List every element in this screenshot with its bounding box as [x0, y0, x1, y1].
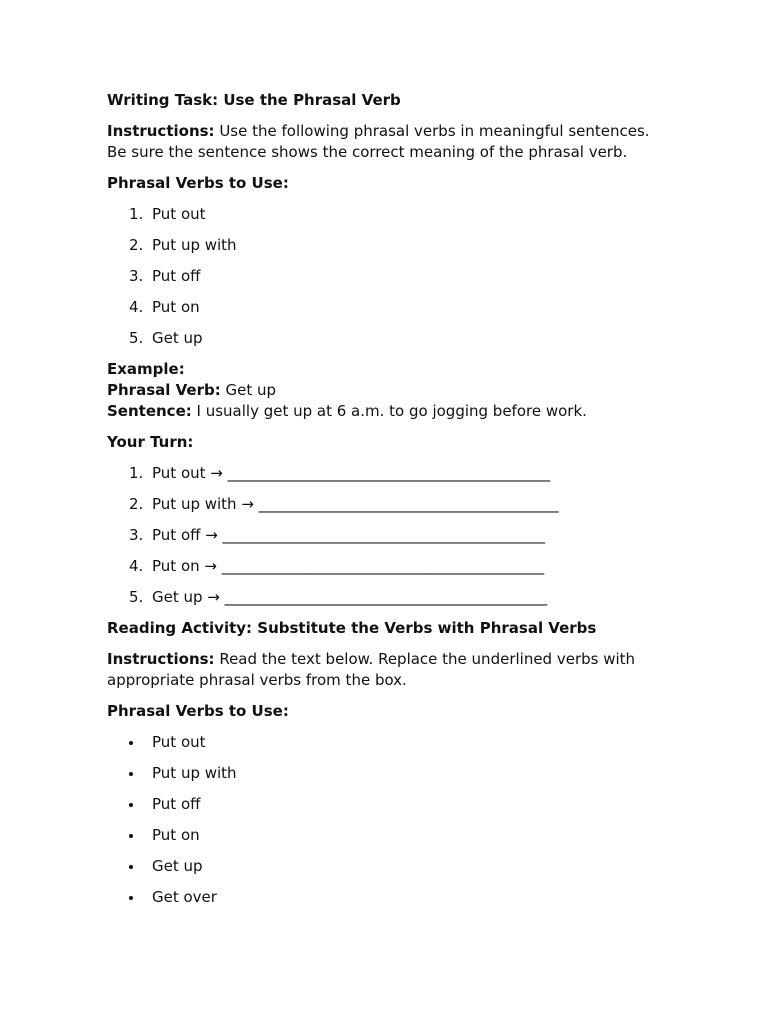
bullet-icon [129, 834, 133, 838]
writing-verbs-list [107, 204, 667, 349]
answer-line-text: Put off → ___________________________________________ [152, 526, 546, 544]
example-sentence: Sentence: I usually get up at 6 a.m. to go jogging before work. [107, 402, 587, 420]
your-turn-list [107, 463, 667, 608]
reading-verbs-list [107, 732, 667, 908]
list-item [107, 732, 667, 753]
answer-line-item [107, 587, 667, 608]
reading-activity-title: Reading Activity: Substitute the Verbs with Phrasal Verbs [107, 619, 597, 637]
list-item [107, 235, 667, 256]
bullet-icon [129, 896, 133, 900]
list-number: 2. [129, 495, 144, 513]
list-item [107, 266, 667, 287]
list-item-text: Put out [152, 205, 206, 223]
writing-task-title: Writing Task: Use the Phrasal Verb [107, 91, 401, 109]
example-block [107, 359, 667, 422]
instructions-label: Instructions: [107, 122, 215, 140]
list-number: 2. [129, 236, 144, 254]
list-item [107, 794, 667, 815]
list-item [107, 297, 667, 318]
answer-line-item [107, 525, 667, 546]
list-item [107, 328, 667, 349]
bullet-icon [129, 803, 133, 807]
list-number: 5. [129, 588, 144, 606]
bullet-icon [129, 772, 133, 776]
answer-line-text: Get up → ___________________________________________ [152, 588, 548, 606]
instructions-text: Use the following phrasal verbs in meaningful sentences. Be sure the sentence shows the correct meaning of the phrasal verb. [107, 122, 650, 161]
writing-task-instructions [107, 121, 667, 163]
list-item [107, 856, 667, 877]
list-item-text: Put off [152, 795, 201, 813]
list-item [107, 825, 667, 846]
instructions-text: Read the text below. Replace the underlined verbs with appropriate phrasal verbs from the box. [107, 650, 636, 689]
list-number: 1. [129, 205, 144, 223]
answer-line-item [107, 494, 667, 515]
list-number: 3. [129, 526, 144, 544]
answer-line-item [107, 556, 667, 577]
list-number: 4. [129, 557, 144, 575]
list-item-text: Put out [152, 733, 206, 751]
list-item [107, 763, 667, 784]
list-item [107, 887, 667, 908]
answer-line-text: Put on → ___________________________________________ [152, 557, 545, 575]
list-item-text: Get up [152, 857, 203, 875]
answer-line-text: Put up with → ________________________________________ [152, 495, 559, 513]
list-number: 5. [129, 329, 144, 347]
list-item-text: Get over [152, 888, 217, 906]
list-item-text: Put on [152, 826, 200, 844]
reading-activity-instructions [107, 649, 667, 691]
list-number: 3. [129, 267, 144, 285]
list-item-text: Put up with [152, 764, 237, 782]
bullet-icon [129, 741, 133, 745]
your-turn-heading: Your Turn: [107, 433, 194, 451]
example-verb: Phrasal Verb: Get up [107, 381, 277, 399]
reading-verbs-heading: Phrasal Verbs to Use: [107, 702, 289, 720]
list-item-text: Get up [152, 329, 203, 347]
answer-line-text: Put out → ___________________________________________ [152, 464, 551, 482]
instructions-label: Instructions: [107, 650, 215, 668]
writing-verbs-heading: Phrasal Verbs to Use: [107, 174, 289, 192]
list-number: 1. [129, 464, 144, 482]
example-label: Example: [107, 360, 185, 378]
bullet-icon [129, 865, 133, 869]
list-item [107, 204, 667, 225]
list-item-text: Put on [152, 298, 200, 316]
worksheet-page [107, 90, 667, 918]
list-item-text: Put off [152, 267, 201, 285]
list-number: 4. [129, 298, 144, 316]
answer-line-item [107, 463, 667, 484]
list-item-text: Put up with [152, 236, 237, 254]
